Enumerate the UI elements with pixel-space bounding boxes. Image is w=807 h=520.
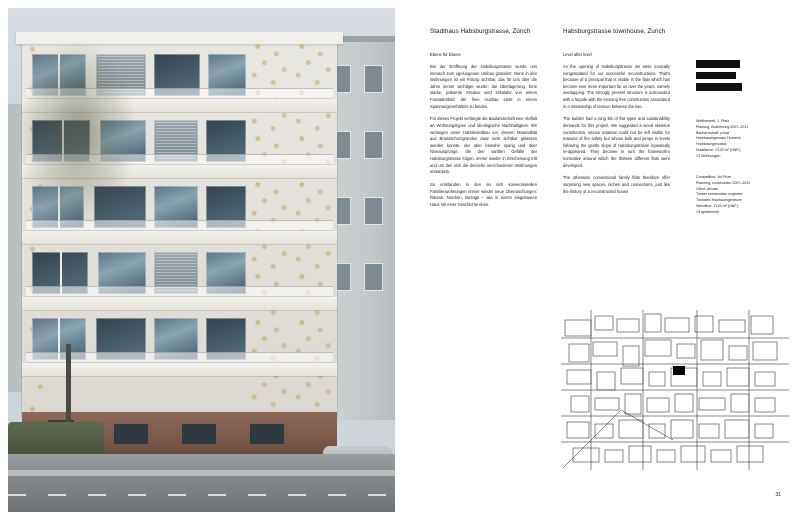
credit-line: Timbatec Holzbauingenieure — [696, 198, 742, 203]
neighbour-window — [365, 132, 382, 158]
basement-window — [182, 424, 216, 444]
paragraph-de-3: So entstanden in den an sich konventionellen Familienwohnungen immer wieder neue Überraschungen: Räume, Nischen, Bezüge – wie in einem eingebauten Haus mit einer Geschichte eben. — [430, 181, 537, 207]
credit-line: Planung, Ausführung 2007–2011 — [696, 124, 749, 129]
project-credits-de — [696, 119, 784, 160]
neighbour-window — [365, 198, 382, 224]
balcony-railing — [26, 286, 333, 297]
facade-floor — [22, 244, 337, 310]
building-photograph — [8, 8, 395, 512]
credit-line: Net/office: 1'120 m² (HNF); — [696, 204, 739, 209]
road-marking — [8, 494, 395, 496]
credit-line: Planning, construction 2007–2011 — [696, 180, 751, 185]
paragraph-en-1: As the opening of Habsburgstrasse we were ironically congratulated for our successful reconstructions. That's because of a principal that is visible in the flats which has become ever more important for us over the years, namely overlapping. The strongly present structure is surrounded with a façade with the ensuing free construction associated in a relationship of tension between the two. — [563, 63, 670, 109]
project-credits-en — [696, 175, 784, 216]
credit-line: Bauherrschaft: privat — [696, 130, 730, 135]
credit-line: Hochbaumgenossi Timbelot: — [696, 136, 742, 141]
credit-line: Competition, 1st Prize — [696, 175, 732, 179]
basement-window — [250, 424, 284, 444]
credit-line: Wettbewerb, 1. Platz — [696, 119, 730, 123]
floor-slab-band — [22, 297, 337, 310]
floor-plan-thumbnail — [696, 72, 736, 79]
floor-plan-thumbnail — [696, 83, 742, 91]
site-plan-blocks — [565, 314, 777, 462]
site-plan-highlighted-plot — [673, 366, 685, 375]
project-title-en: Habsburgstrasse townhouse, Zurich — [563, 28, 666, 35]
paragraph-de-1: Bei der Eröffnung der Habsburgstrasse wurde uns immisch zum ugelungenen Umbau gratuliert. Denn in den Wohnungen ist ein Prinzip sichtbar, das für uns über die Jahre immer wichtiger wurde: die Überlagerung. Eine starke, präsente Struktur wird zirkulativ von einem Fassadenbild; der freie Ausbau steht in einem Spannungsverhältnis zu beiden. — [430, 63, 537, 109]
tree-canopy — [18, 38, 138, 228]
section-subhead-en: Level after level — [563, 52, 592, 58]
site-plan-drawing — [561, 310, 789, 470]
neighbour-window — [365, 66, 382, 92]
english-text-column — [563, 28, 670, 201]
floor-slab-band — [22, 231, 337, 244]
credit-line: Nutzfläche: 1'120 m² (HNF); — [696, 148, 741, 153]
credit-line: 13 Wohnungen — [696, 153, 721, 158]
balcony-railing — [26, 352, 333, 363]
paragraph-en-3: The otherwise conventional family flats therefore offer surprising new spaces, niches and connections, just like the history of a reconstructed house. — [563, 175, 670, 194]
credit-line: Client: private — [696, 186, 718, 191]
floor-plan-thumbnail — [696, 60, 740, 68]
neighbour-window — [365, 264, 382, 290]
section-subhead-de: Ebene für Ebene — [430, 52, 461, 58]
left-page — [0, 0, 403, 520]
kerb — [8, 470, 395, 476]
paragraph-en-2: The builder had a long list of flat types and sustainability demands for this project. We suggested a wood skeleton construction, whose material could not be left visible for reasons of fire safety but whose bulk and jumps in levels following the gentle slope of Habsburgstrasse repeatedly re-appeared. They became in turn the framework's normative around which the thirteen different flats were developed. — [563, 116, 670, 168]
street — [8, 454, 395, 512]
page-number: 31 — [775, 492, 781, 498]
basement-window — [114, 424, 148, 444]
paragraph-de-2: Für dieses Projekt verlangte die Baulandschaft eine Vielfalt an Wohnungstypen und ideologische Nachhaltigkeit. Wir verlangen einen Holzskelettbau vor, dessen Materialität aus Brandschutzgründen zwar nicht sichtbar gelassen werden konnte, der aber beinahe sparig und über Niveausprünge, die den sanften Gefälle der Habsburgstrasse folgen, immer wieder in Erscheinung tritt und um den sich die dreizehn verschiedenen Wohnungen entwickeln. — [430, 116, 537, 175]
credit-line: Hochbaungenossin — [696, 142, 727, 147]
project-title-de: Stadthaus Habsburgstrasse, Zürich — [430, 28, 531, 35]
right-page — [403, 0, 807, 520]
floor-plan-thumbnails — [696, 60, 756, 95]
credit-line: 13 apartments — [696, 209, 719, 214]
german-text-column — [430, 28, 537, 214]
credit-line: Timber construction engineer: — [696, 192, 744, 197]
